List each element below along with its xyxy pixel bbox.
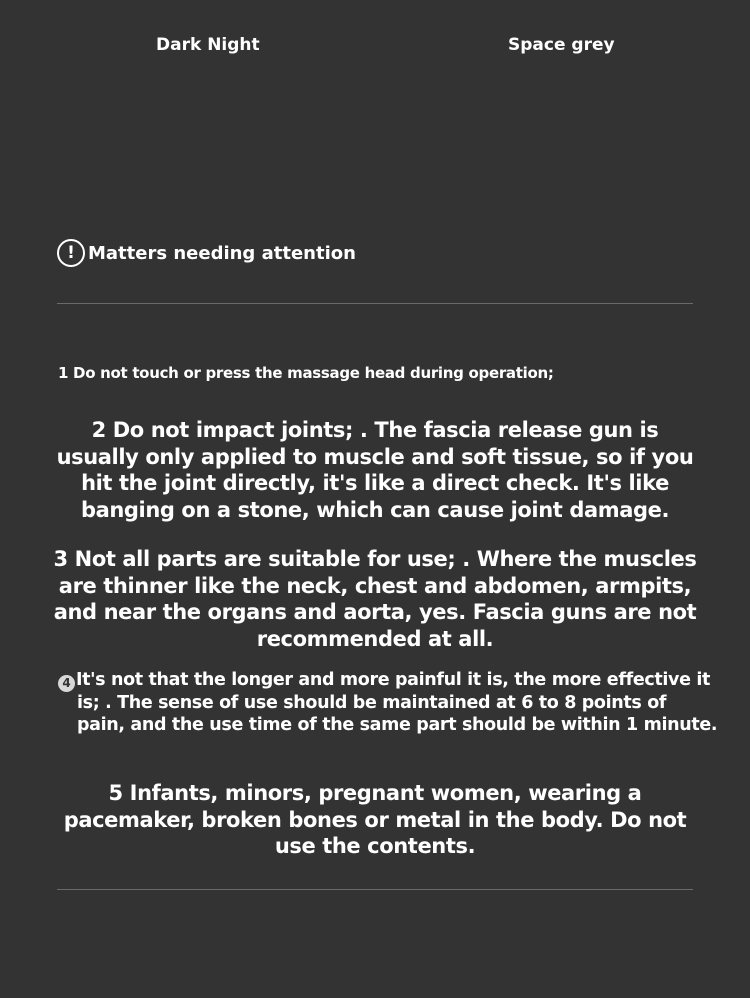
exclamation-circle-icon: !	[57, 239, 85, 267]
attention-heading	[57, 239, 356, 267]
notice-item-4-line-3: pain, and the use time of the same part should be within 1 minute.	[77, 715, 718, 736]
notice-item-3: 3 Not all parts are suitable for use; . Where the muscles are thinner like the neck, chest and abdomen, armpits, and near the organs and aorta, yes. Fascia guns are not recommended at all.	[53, 547, 697, 651]
color-option-space-grey: Space grey	[508, 35, 615, 55]
notice-item-1: 1 Do not touch or press the massage head during operation;	[58, 364, 554, 382]
notice-item-4-line-1	[58, 669, 718, 692]
notice-item-5: 5 Infants, minors, pregnant women, wearing a pacemaker, broken bones or metal in the body. Do not use the contents.	[63, 781, 687, 858]
notice-item-4-line-2: is; . The sense of use should be maintained at 6 to 8 points of	[77, 692, 667, 713]
notice-item-4	[58, 669, 718, 737]
notice-item-4-line-1-text: It's not that the longer and more painful it is, the more effective it	[76, 670, 711, 690]
number-circle-icon: 4	[58, 675, 75, 692]
divider-top	[57, 303, 693, 304]
attention-heading-text: Matters needing attention	[88, 242, 356, 264]
divider-bottom	[57, 889, 693, 890]
color-option-dark-night: Dark Night	[156, 35, 260, 55]
notice-item-2: 2 Do not impact joints; . The fascia release gun is usually only applied to muscle and soft tissue, so if you hit the joint directly, it's like a direct check. It's like banging on a stone, which can cause joint damage.	[56, 418, 694, 522]
